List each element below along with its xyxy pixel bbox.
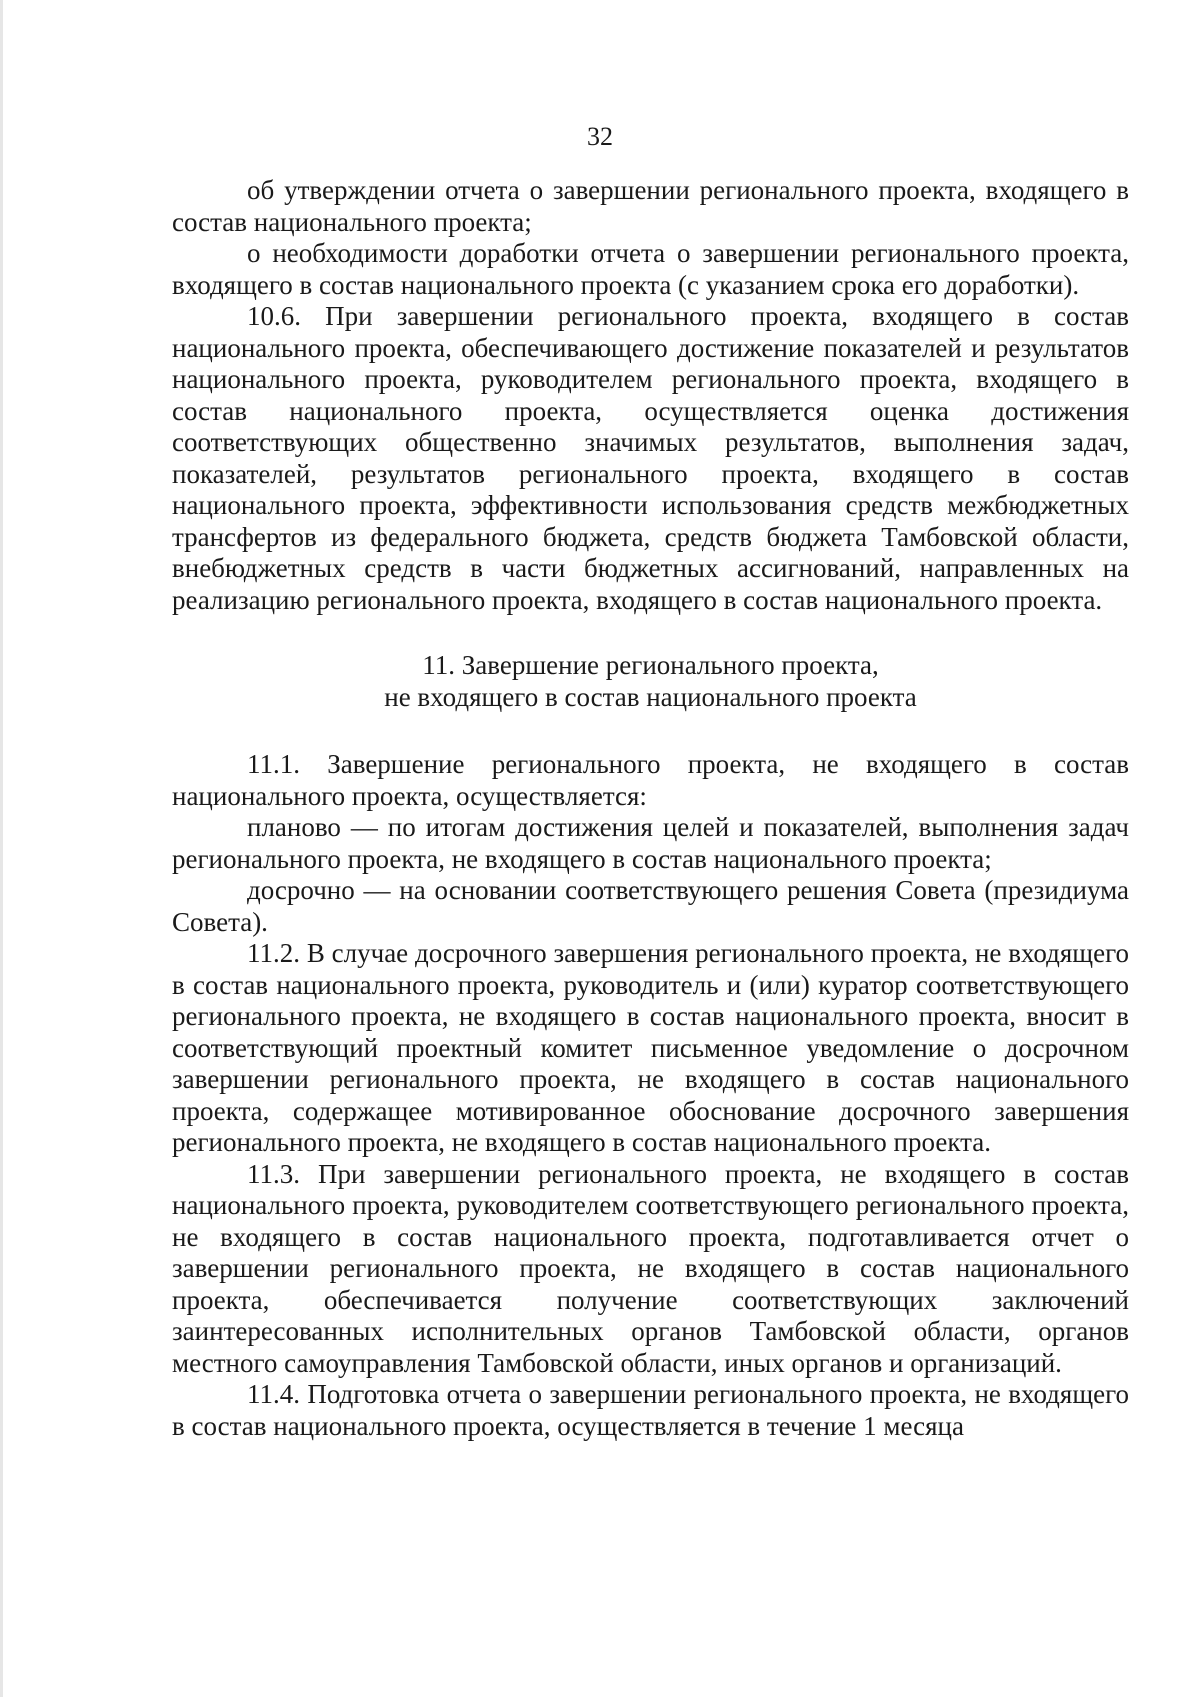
paragraph-11-3: 11.3. При завершении регионального проекта, не входящего в состав национального проекта, руководителем соответствующего регионального проекта, не входящего в состав национального проекта, подготавливается отчет о завершении регионального проекта, не входящего в состав национального проекта, обеспечивается получение соответствующих заключений заинтересованных исполнительных органов Тамбовской области, органов местного самоуправления Тамбовской области, иных органов и организаций. bbox=[172, 1158, 1129, 1378]
paragraph-11-1: 11.1. Завершение регионального проекта, не входящего в состав национального проекта, осуществляется: bbox=[172, 749, 1129, 811]
document-body bbox=[172, 175, 1129, 1442]
section-heading bbox=[172, 650, 1129, 713]
paragraph-10-6: 10.6. При завершении регионального проекта, входящего в состав национального проекта, обеспечивающего достижение показателей и результатов национального проекта, руководителем регионального проекта, входящего в состав национального проекта, осуществляется оценка достижения соответствующих общественно значимых результатов, выполнения задач, показателей, результатов регионального проекта, входящего в состав национального проекта, эффективности использования средств межбюджетных трансфертов из федерального бюджета, средств бюджета Тамбовской области, внебюджетных средств в части бюджетных ассигнований, направленных на реализацию регионального проекта, входящего в состав национального проекта. bbox=[172, 301, 1129, 615]
page-number: 32 bbox=[587, 122, 613, 151]
paragraph-11-2: 11.2. В случае досрочного завершения регионального проекта, не входящего в состав национального проекта, руководитель и (или) куратор соответствующего регионального проекта, не входящего в состав национального проекта, вносит в соответствующий проектный комитет письменное уведомление о досрочном завершении регионального проекта, не входящего в состав национального проекта, содержащее мотивированное обоснование досрочного завершения регионального проекта, не входящего в состав национального проекта. bbox=[172, 938, 1129, 1157]
paragraph-11-4: 11.4. Подготовка отчета о завершении регионального проекта, не входящего в состав национального проекта, осуществляется в течение 1 месяца bbox=[172, 1379, 1129, 1441]
section-heading-line-2: не входящего в состав национального проекта bbox=[384, 681, 917, 712]
paragraph-approve-report: об утверждении отчета о завершении регионального проекта, входящего в состав национального проекта; bbox=[172, 175, 1129, 237]
section-heading-line-1: 11. Завершение регионального проекта, bbox=[422, 650, 879, 680]
paragraph-planned: планово — по итогам достижения целей и показателей, выполнения задач регионального проекта, не входящего в состав национального проекта; bbox=[172, 812, 1129, 874]
scan-edge bbox=[0, 0, 3, 1697]
paragraph-early: досрочно — на основании соответствующего решения Совета (президиума Совета). bbox=[172, 875, 1129, 937]
paragraph-report-revision: о необходимости доработки отчета о завершении регионального проекта, входящего в состав национального проекта (с указанием срока его доработки). bbox=[172, 238, 1129, 300]
